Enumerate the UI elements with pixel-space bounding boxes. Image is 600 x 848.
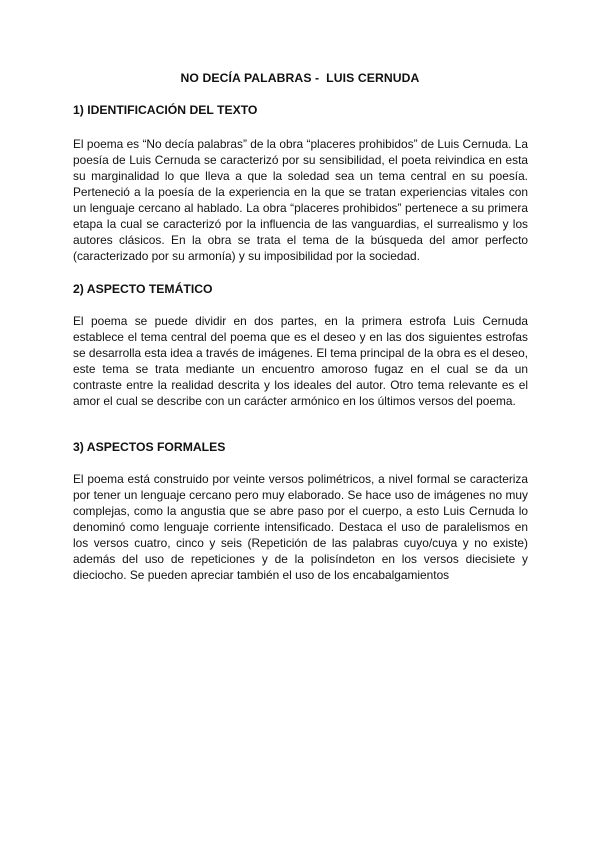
section-heading-identificacion: 1) IDENTIFICACIÓN DEL TEXTO <box>73 103 258 117</box>
section-body-aspecto-tematico: El poema se puede dividir en dos partes, en la primera estrofa Luis Cernuda establece el tema central del poema que es el deseo y en las dos siguientes estrofas se desarrolla esta idea a través de imágenes. El tema principal de la obra es el deseo, este tema se trata mediante un encuentro amoroso fugaz en el cual se da un contraste entre la realidad descrita y los ideales del autor. Otro tema relevante es el amor el cual se describe con un carácter armónico en los últimos versos del poema. <box>73 314 528 409</box>
section-heading-aspectos-formales: 3) ASPECTOS FORMALES <box>73 440 226 454</box>
section-heading-aspecto-tematico: 2) ASPECTO TEMÁTICO <box>73 282 213 296</box>
document-title: NO DECÍA PALABRAS - LUIS CERNUDA <box>180 71 420 85</box>
section-body-aspectos-formales: El poema está construido por veinte versos polimétricos, a nivel formal se caracteriza por tener un lenguaje cercano pero muy elaborado. Se hace uso de imágenes no muy complejas, como la angustia que se abre paso por el cuerpo, a esto Luis Cernuda lo denominó como lenguaje corriente intensificado. Destaca el uso de paralelismos en los versos cuatro, cinco y seis (Repetición de las palabras cuyo/cuya y no existe) además del uso de repeticiones y de la polisíndeton en los versos diecisiete y dieciocho. Se pueden apreciar también el uso de los encabalgamientos <box>73 472 528 583</box>
section-body-identificacion: El poema es “No decía palabras” de la obra “placeres prohibidos” de Luis Cernuda. La poesía de Luis Cernuda se caracterizó por su sensibilidad, el poeta reivindica en esta su marginalidad lo que lleva a que la soledad sea un tema central en su poesía. Perteneció a la poesía de la experiencia en la que se tratan experiencias vitales con un lenguaje cercano al hablado. La obra “placeres prohibidos” pertenece a su primera etapa la cual se caracterizó por la influencia de las vanguardias, el surrealismo y los autores clásicos. En la obra se trata el tema de la búsqueda del amor perfecto (caracterizado por su armonía) y su imposibilidad por la sociedad. <box>73 137 528 264</box>
